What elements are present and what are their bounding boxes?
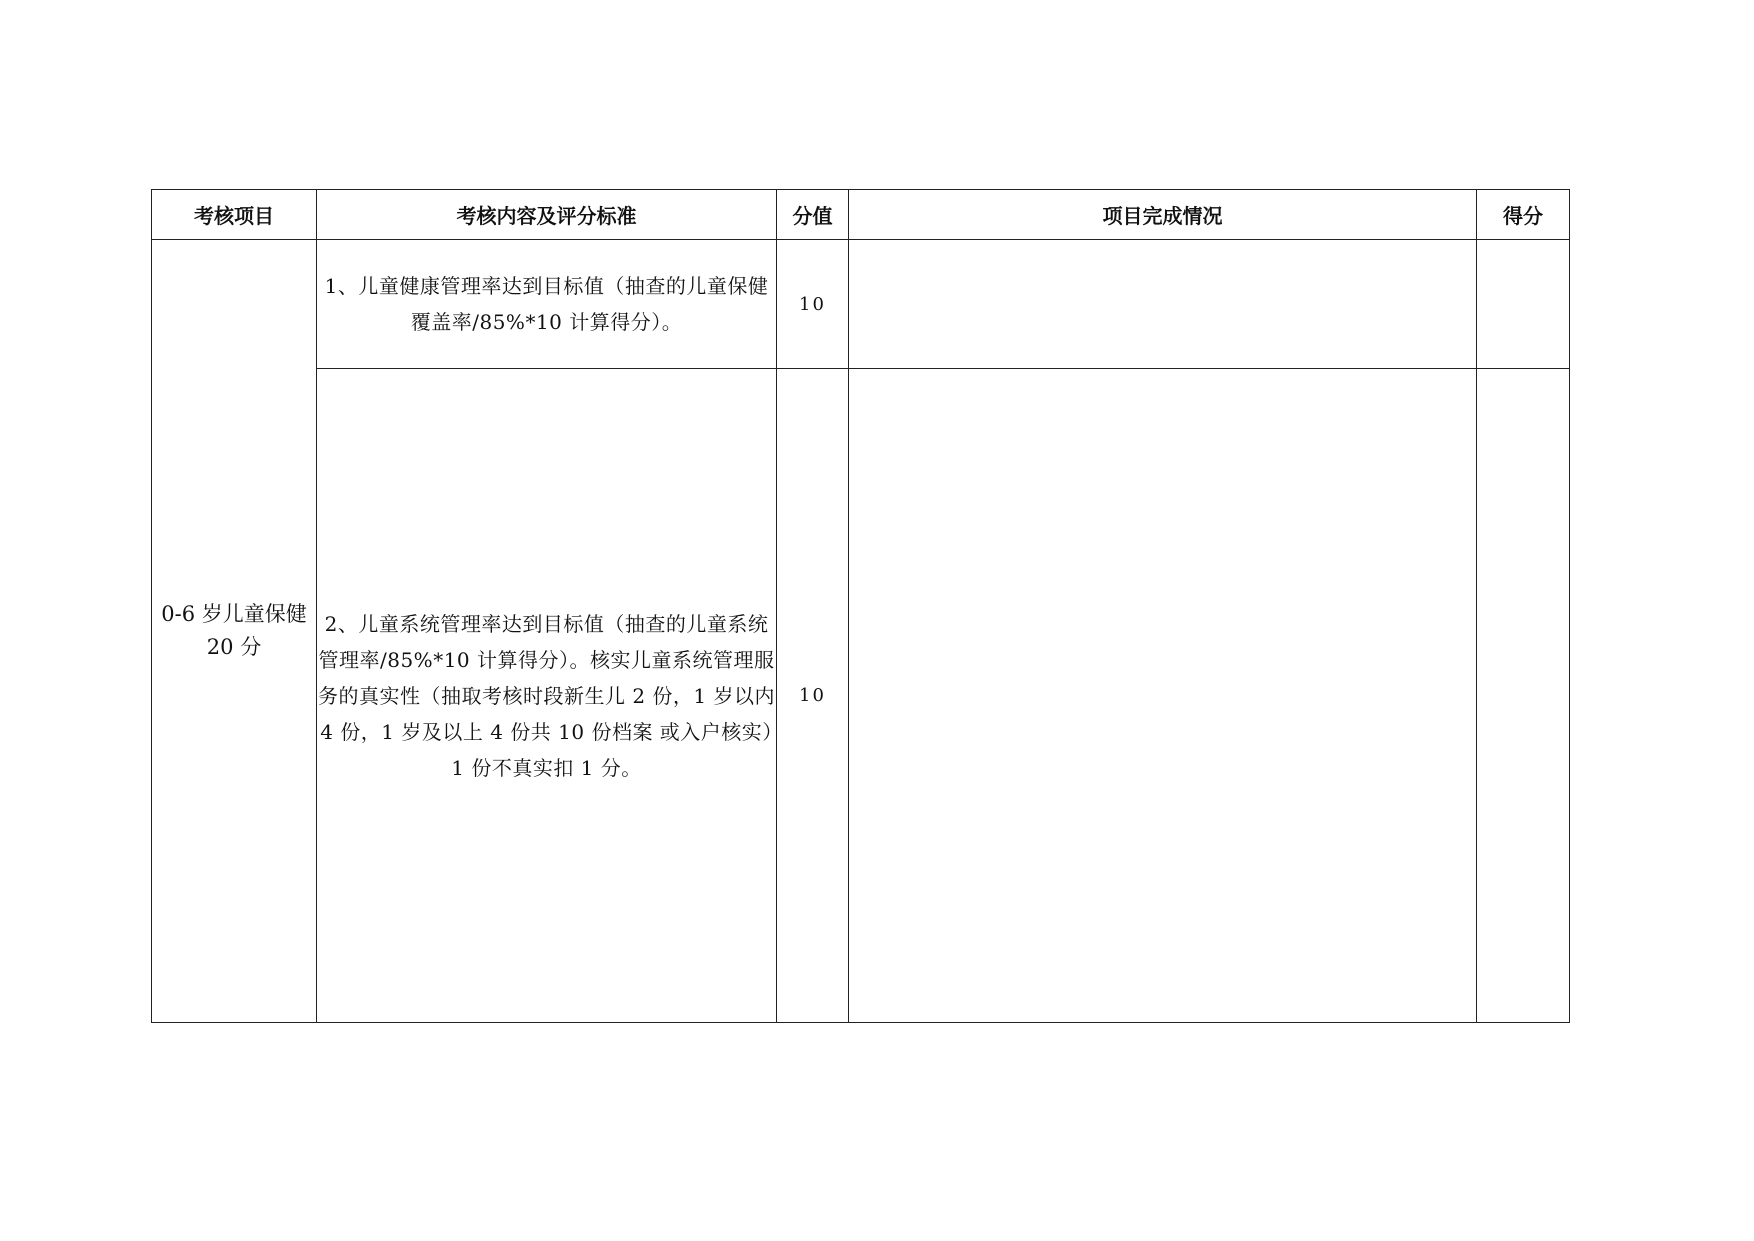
header-points: 分值 xyxy=(777,190,849,240)
table-row xyxy=(152,240,1570,369)
content-cell: 2、儿童系统管理率达到目标值（抽查的儿童系统管理率/85%*10 计算得分）。核实儿童系统管理服务的真实性（抽取考核时段新生儿 2 份，1 岁以内 4 份，1 岁及以上 4 份共 10 份档案 或入户核实）1 份不真实扣 1 分。 xyxy=(317,369,777,1023)
content-cell: 1、儿童健康管理率达到目标值（抽查的儿童保健覆盖率/85%*10 计算得分）。 xyxy=(317,240,777,369)
header-item: 考核项目 xyxy=(152,190,317,240)
table-row xyxy=(152,369,1570,1023)
points-cell: 10 xyxy=(777,240,849,369)
header-content: 考核内容及评分标准 xyxy=(317,190,777,240)
points-cell: 10 xyxy=(777,369,849,1023)
header-status: 项目完成情况 xyxy=(849,190,1477,240)
assessment-table xyxy=(151,189,1570,1023)
status-cell xyxy=(849,240,1477,369)
header-row xyxy=(152,190,1570,240)
score-cell xyxy=(1477,369,1570,1023)
category-cell: 0-6 岁儿童保健 20 分 xyxy=(152,240,317,1023)
score-cell xyxy=(1477,240,1570,369)
status-cell xyxy=(849,369,1477,1023)
header-score: 得分 xyxy=(1477,190,1570,240)
